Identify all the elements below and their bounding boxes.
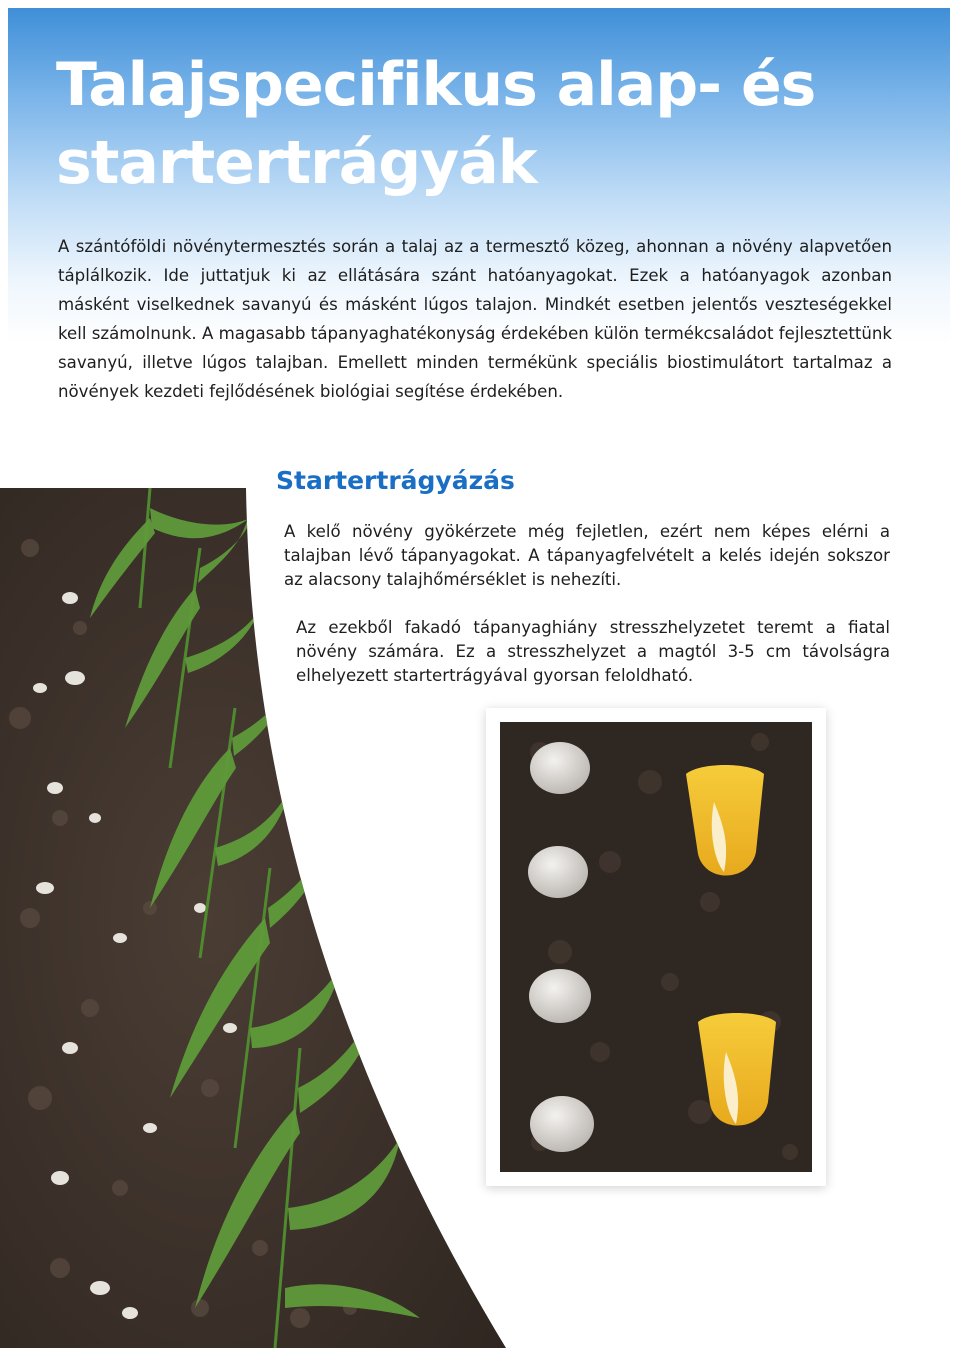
section-title: Startertrágyázás: [276, 466, 515, 495]
intro-paragraph: A szántóföldi növénytermesztés során a talaj az a termesztő közeg, ahonnan a növény alapvetően táplálkozik. Ide juttatjuk ki az ellátására szánt hatóanyagokat. Ezek a hatóanyagok azonban másként viselkednek savanyú és másként lúgos talajon. Mindkét esetben jelentős veszteségekkel kell számolnunk. A magasabb tápanyaghatékonyság érdekében külön termékcsaládot fejlesztettünk savanyú, illetve lúgos talajban. Emellett minden termékünk speciális biostimulátort tartalmaz a növények kezdeti fejlődésének biológiai segítése érdekében.: [58, 237, 892, 401]
section-paragraph-2: Az ezekből fakadó tápanyaghiány stresszhelyzetet teremt a fiatal növény számára. Ez a stresszhelyzet a magtól 3-5 cm távolságra elhelyezett startertrágyával gyorsan feloldható.: [296, 618, 890, 685]
page-title: Talajspecifikus alap- és startertrágyák: [56, 50, 816, 198]
section-paragraph-1: A kelő növény gyökérzete még fejletlen, ezért nem képes elérni a talajban lévő tápanyagokat. A tápanyagfelvételt a kelés idején sokszor az alacsony talajhőmérséklet is nehezíti.: [284, 522, 890, 589]
fertilizer-seed-illustration: [500, 722, 812, 1172]
page-edge: [950, 0, 960, 1348]
fertilizer-seed-photo: [486, 708, 826, 1186]
